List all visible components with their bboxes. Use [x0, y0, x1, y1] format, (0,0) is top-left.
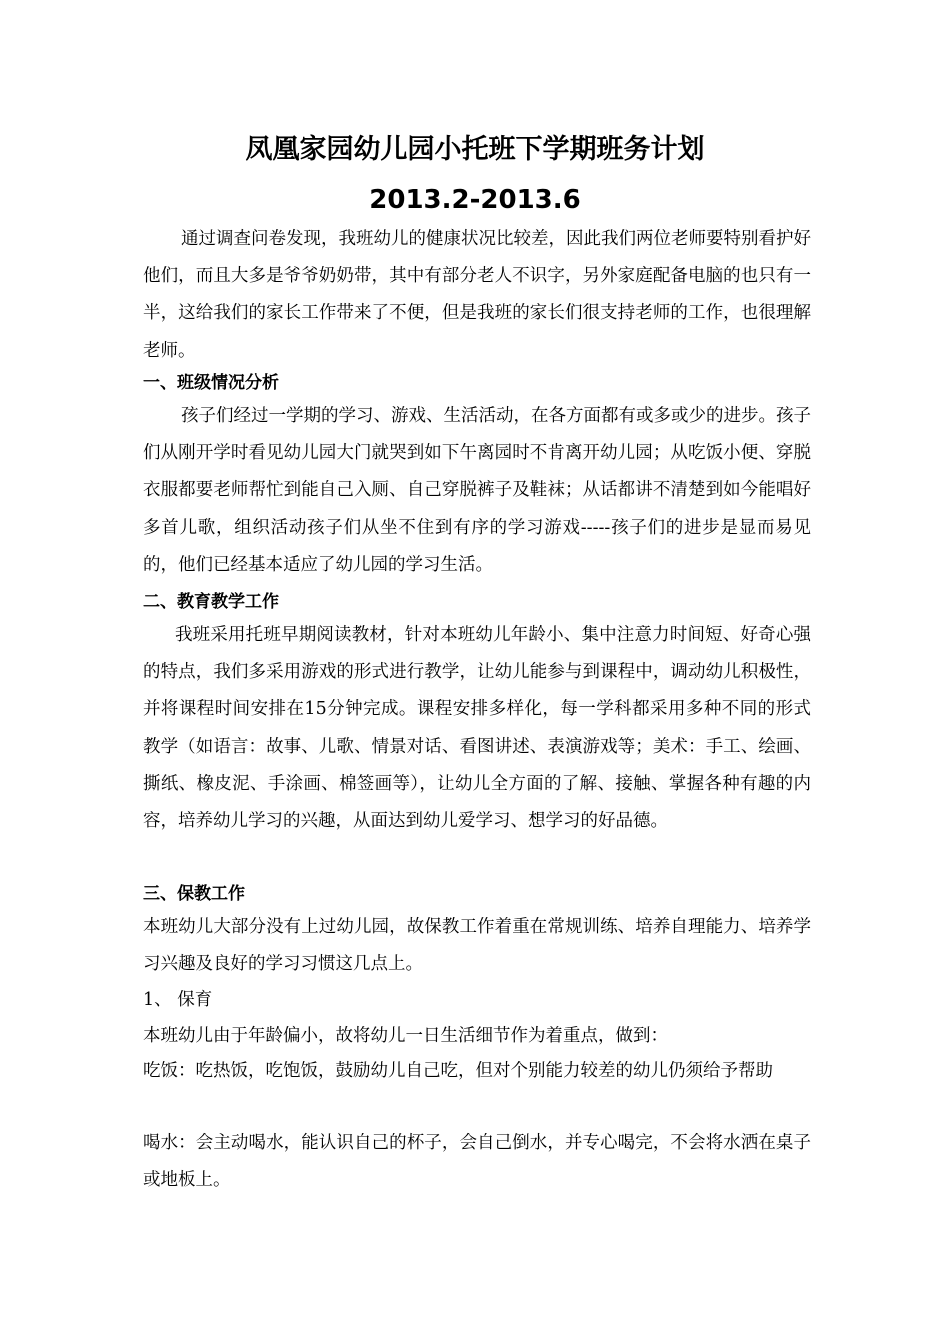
section-heading-teaching: 二、教育教学工作	[143, 592, 279, 612]
document-title: 凤凰家园幼儿园小托班下学期班务计划	[245, 134, 705, 165]
section-body-care: 本班幼儿大部分没有上过幼儿园，故保教工作着重在常规训练、培养自理能力、培养学习兴趣及良好的学习习惯这几点上。	[143, 917, 811, 975]
document-subtitle: 2013.2-2013.6	[369, 185, 581, 215]
care-item-eat: 吃饭：吃热饭，吃饱饭，鼓励幼儿自己吃，但对个别能力较差的幼儿仍须给予帮助	[143, 1061, 773, 1081]
section-body-teaching: 我班采用托班早期阅读教材，针对本班幼儿年龄小、集中注意力时间短、好奇心强的特点，我们多采用游戏的形式进行教学，让幼儿能参与到课程中，调动幼儿积极性，并将课程时间安排在15分钟完成。课程安排多样化，每一学科都采用多种不同的形式教学（如语言：故事、儿歌、情景对话、看图讲述、表演游戏等；美术：手工、绘画、撕纸、橡皮泥、手涂画、棉签画等），让幼儿全方面的了解、接触、掌握各种有趣的内容，培养幼儿学习的兴趣，从面达到幼儿爱学习、想学习的好品德。	[143, 625, 811, 832]
subsection-body-care: 本班幼儿由于年龄偏小，故将幼儿一日生活细节作为着重点，做到：	[143, 1026, 668, 1046]
intro-paragraph: 通过调查问卷发现，我班幼儿的健康状况比较差，因此我们两位老师要特别看护好他们，而且大多是爷爷奶奶带，其中有部分老人不识字，另外家庭配备电脑的也只有一半，这给我们的家长工作带来了不便，但是我班的家长们很支持老师的工作，也很理解老师。	[143, 229, 811, 361]
section-heading-class-analysis: 一、班级情况分析	[143, 373, 279, 393]
subsection-heading-care: 1、 保育	[143, 990, 213, 1010]
section-heading-care: 三、保教工作	[143, 884, 245, 904]
care-item-drink: 喝水：会主动喝水，能认识自己的杯子，会自己倒水，并专心喝完，不会将水洒在桌子或地板上。	[143, 1133, 811, 1191]
section-body-class-analysis: 孩子们经过一学期的学习、游戏、生活活动，在各方面都有或多或少的进步。孩子们从刚开学时看见幼儿园大门就哭到如下午离园时不肯离开幼儿园；从吃饭小便、穿脱衣服都要老师帮忙到能自己入厕、自己穿脱裤子及鞋袜；从话都讲不清楚到如今能唱好多首儿歌，组织活动孩子们从坐不住到有序的学习游戏-----孩子们的进步是显而易见的，他们已经基本适应了幼儿园的学习生活。	[143, 406, 811, 575]
